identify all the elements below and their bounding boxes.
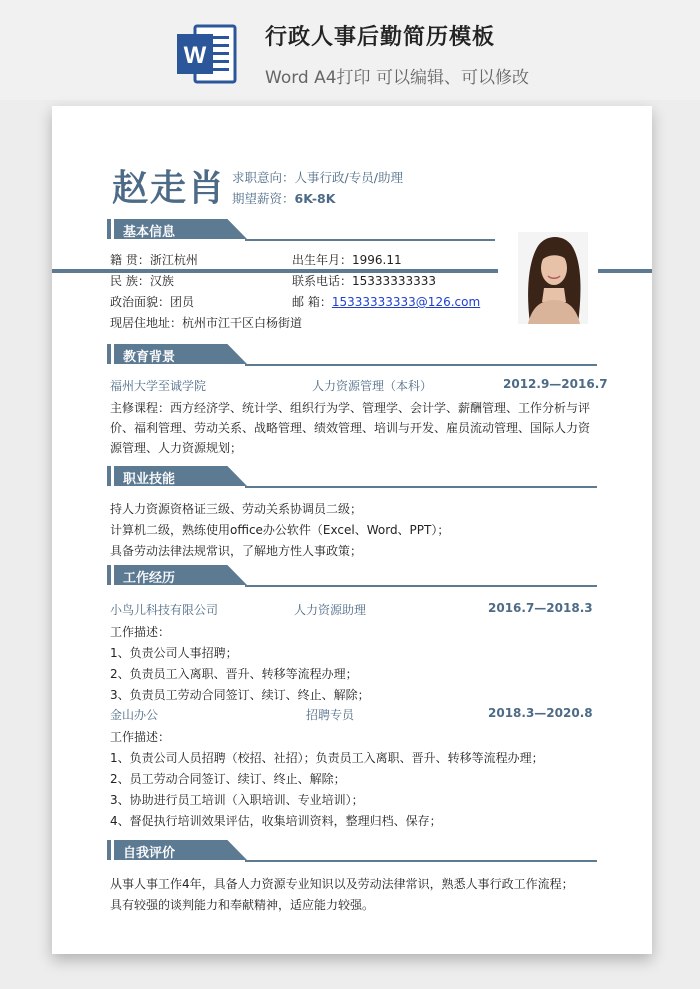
- salary-label: 期望薪资：: [232, 191, 295, 206]
- section-line-self: [245, 860, 597, 862]
- work-position: 招聘专员: [306, 708, 355, 722]
- edu-course-line: 源管理、人力资源规划；: [110, 441, 243, 455]
- intent-label: 求职意向：: [232, 170, 295, 185]
- work-item: 3、负责员工劳动合同签订、续订、终止、解除；: [110, 688, 370, 702]
- section-title-skills: 职业技能: [123, 472, 176, 487]
- work-period: 2018.3—2020.8: [488, 706, 593, 720]
- origin-label: 籍 贯：: [110, 253, 150, 267]
- ethnic-value: 汉族: [149, 274, 174, 288]
- intent-value: 人事行政/专员/助理: [294, 170, 403, 185]
- birth-label: 出生年月：: [292, 253, 353, 267]
- email-row: [292, 293, 480, 310]
- work-desc-label: 工作描述：: [110, 730, 171, 744]
- work-item: 3、协助进行员工培训（入职培训、专业培训）；: [110, 793, 364, 807]
- salary-value: 6K-8K: [294, 191, 336, 206]
- phone-row: [292, 272, 436, 289]
- origin-value: 浙江杭州: [149, 253, 198, 267]
- work-company: 金山办公: [110, 708, 159, 722]
- self-eval-line: 具有较强的谈判能力和奉献精神，适应能力较强。: [110, 898, 375, 912]
- section-title-work: 工作经历: [123, 571, 176, 586]
- edu-course-line: 主修课程：西方经济学、统计学、组织行为学、管理学、会计学、薪酬管理、工作分析与评: [110, 401, 591, 415]
- work-item: 2、员工劳动合同签订、续订、终止、解除；: [110, 772, 346, 786]
- work-company: 小鸟儿科技有限公司: [110, 603, 219, 617]
- edu-period: 2012.9—2016.7: [503, 377, 608, 391]
- birth-value: 1996.11: [352, 253, 402, 267]
- svg-text:W: W: [183, 42, 207, 69]
- skill-item: 具备劳动法律法规常识，了解地方性人事政策；: [110, 544, 363, 558]
- address-value: 杭州市江干区白杨街道: [182, 316, 303, 330]
- candidate-name: 赵走肖: [112, 168, 227, 209]
- political-label: 政治面貌：: [110, 295, 171, 309]
- section-line-skills: [245, 486, 597, 488]
- expected-salary: [232, 189, 335, 207]
- section-line-basic: [245, 239, 495, 241]
- edu-major: 人力资源管理（本科）: [312, 379, 433, 393]
- edu-course-line: 价、福利管理、劳动关系、战略管理、绩效管理、培训与开发、雇员流动管理、国际人力资: [110, 421, 591, 435]
- address-label: 现居住地址：: [110, 316, 183, 330]
- self-eval-line: 从事人事工作4年，具备人力资源专业知识以及劳动法律常识，熟悉人事行政工作流程；: [110, 877, 574, 891]
- profile-photo: [518, 232, 588, 324]
- page-subtitle: Word A4打印 可以编辑、可以修改: [265, 68, 529, 88]
- job-intent: [232, 168, 403, 186]
- political-row: [110, 293, 194, 310]
- phone-value: 15333333333: [352, 274, 436, 288]
- work-item: 4、督促执行培训效果评估，收集培训资料，整理归档、保存；: [110, 814, 442, 828]
- section-line-education: [245, 364, 597, 366]
- political-value: 团员: [170, 295, 195, 309]
- work-position: 人力资源助理: [294, 603, 367, 617]
- ethnic-row: [110, 272, 174, 289]
- work-item: 1、负责公司人员招聘（校招、社招）；负责员工入离职、晋升、转移等流程办理；: [110, 751, 544, 765]
- origin-row: [110, 251, 198, 268]
- top-banner: [0, 0, 700, 100]
- decor-band-right: [598, 269, 652, 273]
- work-item: 1、负责公司人事招聘；: [110, 646, 238, 660]
- skill-item: 持人力资源资格证三级、劳动关系协调员二级；: [110, 502, 363, 516]
- work-period: 2016.7—2018.3: [488, 601, 593, 615]
- ethnic-label: 民 族：: [110, 274, 150, 288]
- address-row: [110, 314, 302, 331]
- section-title-basic: 基本信息: [123, 225, 176, 240]
- section-title-education: 教育背景: [123, 350, 176, 365]
- edu-school: 福州大学至诚学院: [110, 379, 207, 393]
- birth-row: [292, 251, 402, 268]
- word-icon: [175, 22, 239, 86]
- section-title-self: 自我评价: [123, 846, 176, 861]
- skill-item: 计算机二级，熟练使用office办公软件（Excel、Word、PPT）；: [110, 523, 450, 537]
- phone-label: 联系电话：: [292, 274, 353, 288]
- email-label: 邮 箱：: [292, 295, 332, 309]
- work-item: 2、负责员工入离职、晋升、转移等流程办理；: [110, 667, 358, 681]
- work-desc-label: 工作描述：: [110, 625, 171, 639]
- email-link[interactable]: 15333333333@126.com: [331, 295, 481, 309]
- section-line-work: [245, 585, 597, 587]
- page-title: 行政人事后勤简历模板: [265, 25, 496, 50]
